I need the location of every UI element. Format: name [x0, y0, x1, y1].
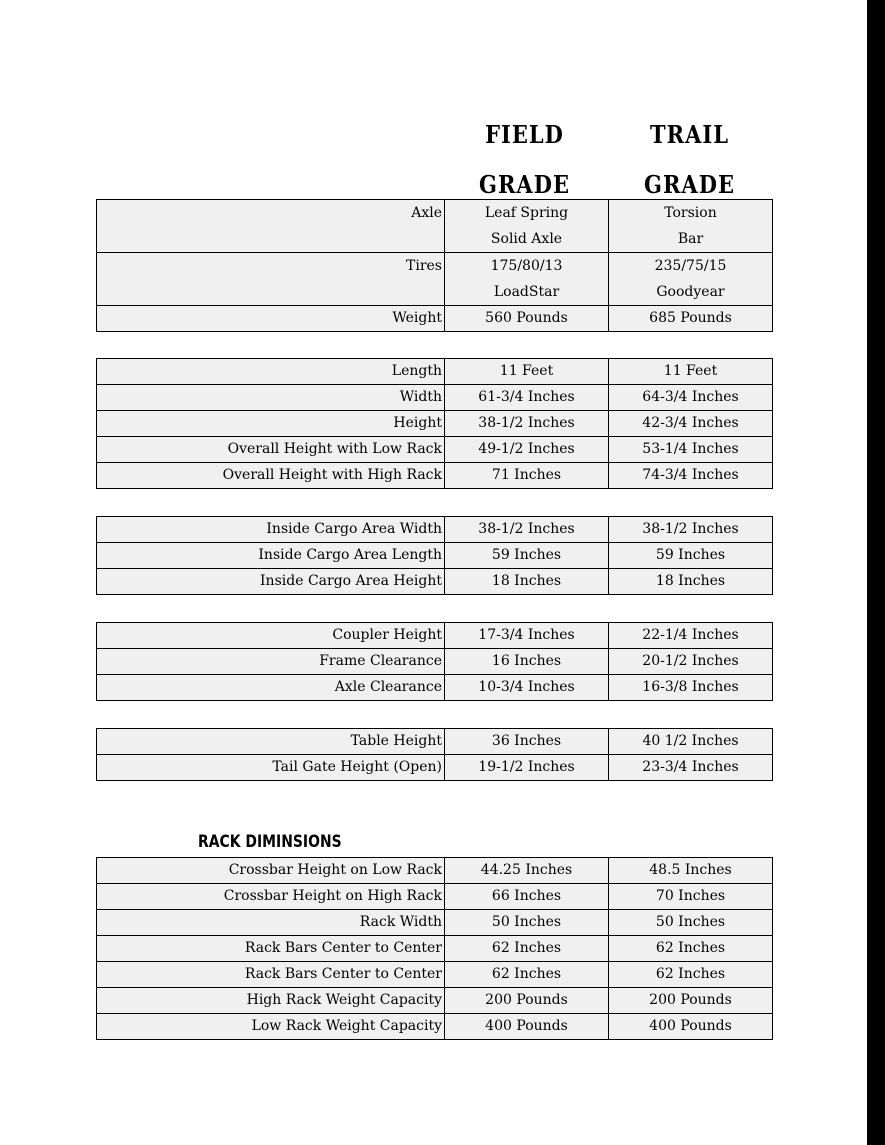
table-row [97, 936, 773, 962]
trail-value: 22-1/4 Inches [609, 623, 773, 649]
field-value: 11 Feet [445, 359, 609, 385]
row-label: Length [97, 359, 445, 385]
trail-value: 64-3/4 Inches [609, 385, 773, 411]
field-value: 71 Inches [445, 463, 609, 489]
trail-value: 62 Inches [609, 936, 773, 962]
table-row [97, 253, 773, 306]
table-row [97, 1014, 773, 1040]
trail-grade-header-line2: GRADE [644, 170, 735, 199]
table-row [97, 569, 773, 595]
field-value: 44.25 Inches [445, 858, 609, 884]
field-value: 38-1/2 Inches [445, 411, 609, 437]
field-value-axle: Leaf Spring Solid Axle [445, 200, 609, 253]
field-value: 38-1/2 Inches [445, 517, 609, 543]
table-row [97, 306, 773, 332]
table-row [97, 200, 773, 253]
field-value: 19-1/2 Inches [445, 755, 609, 781]
trail-value: 20-1/2 Inches [609, 649, 773, 675]
spec-table-heights [96, 728, 773, 781]
table-row [97, 517, 773, 543]
table-row [97, 910, 773, 936]
rack-dimensions-heading: RACK DIMINSIONS [198, 832, 342, 852]
table-row [97, 729, 773, 755]
trail-value: 23-3/4 Inches [609, 755, 773, 781]
trail-value: 16-3/8 Inches [609, 675, 773, 701]
trail-value: 42-3/4 Inches [609, 411, 773, 437]
row-label: Inside Cargo Area Width [97, 517, 445, 543]
spec-table-rack [96, 857, 773, 1040]
row-label: High Rack Weight Capacity [97, 988, 445, 1014]
field-value: 17-3/4 Inches [445, 623, 609, 649]
table-row [97, 411, 773, 437]
trail-value: 59 Inches [609, 543, 773, 569]
table-row [97, 359, 773, 385]
spec-table-cargo [96, 516, 773, 595]
field-value: 62 Inches [445, 936, 609, 962]
table-row [97, 649, 773, 675]
field-value: 49-1/2 Inches [445, 437, 609, 463]
trail-value-tires: 235/75/15 Goodyear [609, 253, 773, 306]
field-grade-header-line2: GRADE [479, 170, 570, 199]
trail-value-weight: 685 Pounds [609, 306, 773, 332]
field-value: 61-3/4 Inches [445, 385, 609, 411]
table-row [97, 884, 773, 910]
row-label: Overall Height with Low Rack [97, 437, 445, 463]
field-value: 50 Inches [445, 910, 609, 936]
table-row [97, 988, 773, 1014]
spec-table-running-gear [96, 199, 773, 332]
row-label: Rack Bars Center to Center [97, 936, 445, 962]
field-value-weight: 560 Pounds [445, 306, 609, 332]
trail-value: 200 Pounds [609, 988, 773, 1014]
row-label: Overall Height with High Rack [97, 463, 445, 489]
table-row [97, 623, 773, 649]
trail-value: 38-1/2 Inches [609, 517, 773, 543]
row-label: Axle Clearance [97, 675, 445, 701]
field-value-tires: 175/80/13 LoadStar [445, 253, 609, 306]
row-label: Inside Cargo Area Length [97, 543, 445, 569]
row-label: Crossbar Height on Low Rack [97, 858, 445, 884]
row-label: Rack Width [97, 910, 445, 936]
field-value: 18 Inches [445, 569, 609, 595]
field-value: 10-3/4 Inches [445, 675, 609, 701]
field-value: 36 Inches [445, 729, 609, 755]
row-label: Rack Bars Center to Center [97, 962, 445, 988]
spec-table-dimensions [96, 358, 773, 489]
trail-value: 70 Inches [609, 884, 773, 910]
trail-value: 400 Pounds [609, 1014, 773, 1040]
field-value: 16 Inches [445, 649, 609, 675]
row-label-tires: Tires [97, 253, 445, 306]
trail-value: 53-1/4 Inches [609, 437, 773, 463]
field-value: 400 Pounds [445, 1014, 609, 1040]
row-label: Table Height [97, 729, 445, 755]
row-label: Coupler Height [97, 623, 445, 649]
spec-table-clearances [96, 622, 773, 701]
trail-value: 62 Inches [609, 962, 773, 988]
page-edge-bar [867, 0, 885, 1145]
table-row [97, 543, 773, 569]
trail-value: 40 1/2 Inches [609, 729, 773, 755]
table-row [97, 755, 773, 781]
table-row [97, 675, 773, 701]
trail-value: 11 Feet [609, 359, 773, 385]
row-label: Tail Gate Height (Open) [97, 755, 445, 781]
row-label: Frame Clearance [97, 649, 445, 675]
field-value: 62 Inches [445, 962, 609, 988]
row-label: Inside Cargo Area Height [97, 569, 445, 595]
row-label-weight: Weight [97, 306, 445, 332]
field-value: 200 Pounds [445, 988, 609, 1014]
table-row [97, 385, 773, 411]
table-row [97, 437, 773, 463]
table-row [97, 463, 773, 489]
row-label: Crossbar Height on High Rack [97, 884, 445, 910]
table-row [97, 962, 773, 988]
field-value: 59 Inches [445, 543, 609, 569]
field-grade-header-line1: FIELD [485, 120, 564, 149]
trail-grade-header-line1: TRAIL [650, 120, 729, 149]
trail-value-axle: Torsion Bar [609, 200, 773, 253]
trail-value: 48.5 Inches [609, 858, 773, 884]
row-label: Height [97, 411, 445, 437]
table-row [97, 858, 773, 884]
field-value: 66 Inches [445, 884, 609, 910]
row-label-axle: Axle [97, 200, 445, 253]
row-label: Width [97, 385, 445, 411]
trail-value: 50 Inches [609, 910, 773, 936]
trail-value: 74-3/4 Inches [609, 463, 773, 489]
trail-value: 18 Inches [609, 569, 773, 595]
row-label: Low Rack Weight Capacity [97, 1014, 445, 1040]
